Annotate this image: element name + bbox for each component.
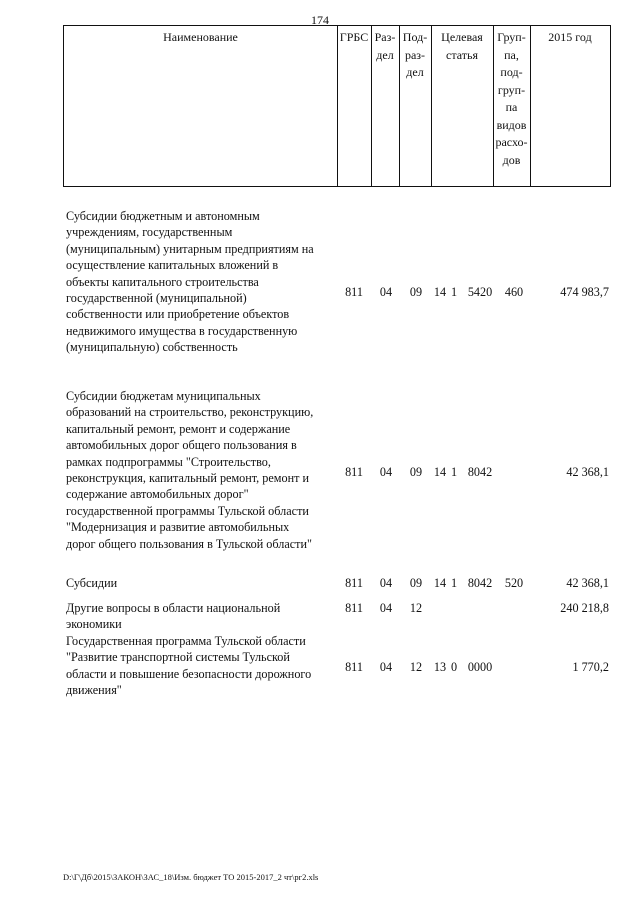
row-cs2: 1 [450, 576, 458, 590]
row-amount: 42 368,1 [566, 576, 609, 590]
row-name-line: образований на строительство, реконструкцию, [66, 405, 314, 420]
row-name [66, 575, 338, 591]
row-podrazdel: 09 [409, 284, 423, 299]
header-line: дов [502, 152, 521, 167]
row-vid: 520 [504, 576, 524, 590]
row-name-line: области и повышение безопасности дорожного [66, 666, 312, 681]
row-grbs: 811 [345, 601, 363, 615]
row-cs1: 14 [433, 284, 447, 299]
row-name-line: Субсидии бюджетам муниципальных [66, 389, 261, 403]
page-number: 174 [311, 13, 329, 27]
row-name-line: Субсидии бюджетным и автономным [66, 209, 260, 223]
header-podrazdel [399, 29, 431, 82]
row-razdel: 04 [379, 601, 393, 615]
row-amount: 42 368,1 [566, 464, 609, 479]
row-name-line: учреждениям, государственным [66, 225, 233, 240]
file-path-footer: D:\Г\Дб\2015\ЗАКОН\ЗАС_18\Изм. бюджет ТО 2015-2017_2 чт\рг2.xls [63, 872, 319, 882]
row-razdel: 04 [379, 576, 393, 590]
row-name [66, 388, 338, 552]
row-podrazdel: 12 [409, 660, 423, 675]
header-line: видов [496, 117, 527, 132]
header-line: груп- [497, 82, 526, 97]
row-name-line: "Модернизация и развитие автомобильных [66, 520, 290, 535]
header-line: Под- [402, 30, 428, 44]
header-line: Целевая [441, 30, 483, 44]
row-name-line: движения" [66, 683, 122, 698]
row-name-line: дорог общего пользования в Тульской области" [66, 536, 313, 551]
row-grbs: 811 [345, 576, 363, 590]
row-name-line: Государственная программа Тульской области [66, 634, 306, 648]
row-name-line: содержание автомобильных дорог" [66, 487, 249, 502]
header-line: статья [446, 47, 478, 62]
row-podrazdel: 12 [409, 601, 423, 615]
row-razdel: 04 [379, 660, 393, 675]
header-line: дел [376, 47, 394, 62]
row-cs2: 0 [450, 660, 458, 675]
row-name-line: реконструкция, капитальный ремонт, ремонт и [66, 471, 309, 486]
row-name-line: собственности или приобретение объектов [66, 307, 290, 322]
row-cs3: 8042 [467, 464, 493, 479]
row-name-line: "Развитие транспортной системы Тульской [66, 650, 290, 665]
row-name-line: рамках подпрограммы "Строительство, [66, 454, 271, 469]
row-cs3: 0000 [467, 660, 493, 675]
row-cs3: 5420 [467, 284, 493, 299]
column-divider [530, 26, 531, 186]
row-name [66, 633, 338, 699]
header-line: дел [406, 65, 424, 79]
header-name: Наименование [163, 30, 238, 44]
row-cs2: 1 [450, 464, 458, 479]
header-line: раз- [404, 47, 426, 62]
row-name-line: (муниципальным) унитарным предприятиям на [66, 241, 314, 256]
row-amount: 1 770,2 [572, 660, 609, 675]
row-name-line: недвижимого имущества в государственную [66, 323, 298, 338]
row-amount: 240 218,8 [560, 601, 609, 615]
row-grbs: 811 [345, 284, 363, 299]
header-line: па [505, 100, 518, 114]
row-grbs: 811 [345, 464, 363, 479]
header-line: Груп- [497, 30, 526, 44]
row-cs2: 1 [450, 284, 458, 299]
header-line: под- [500, 65, 523, 79]
row-cs1: 13 [433, 660, 447, 675]
header-year: 2015 год [548, 30, 592, 44]
row-razdel: 04 [379, 464, 393, 479]
row-podrazdel: 09 [409, 576, 423, 590]
header-razdel [371, 29, 399, 64]
row-podrazdel: 09 [409, 464, 423, 479]
row-name-line: объекты капитального строительства [66, 274, 259, 289]
column-divider [337, 26, 338, 186]
row-name-line: Другие вопросы в области национальной [66, 601, 281, 615]
row-cs3: 8042 [467, 576, 493, 590]
header-line: Раз- [374, 30, 396, 44]
header-line: па, [504, 47, 519, 62]
row-name-line: государственной (муниципальной) [66, 291, 247, 306]
table-header [63, 25, 611, 187]
row-cs1: 14 [433, 576, 447, 590]
row-name-line: (муниципальную) собственность [66, 340, 238, 355]
row-name-line: автомобильных дорог общего пользования в [66, 438, 297, 453]
header-group [493, 29, 530, 169]
row-name-line: осуществление капитальных вложений в [66, 258, 279, 273]
row-cs1: 14 [433, 464, 447, 479]
row-name-line: капитальный ремонт, ремонт и содержание [66, 421, 291, 436]
row-name-line: Субсидии [66, 576, 118, 590]
header-grbs: ГРБС [339, 30, 369, 44]
row-name-line: экономики [66, 617, 122, 632]
row-name [66, 208, 338, 356]
row-vid: 460 [504, 284, 524, 299]
row-grbs: 811 [345, 660, 363, 675]
row-name [66, 600, 338, 633]
row-amount: 474 983,7 [560, 284, 609, 299]
row-razdel: 04 [379, 284, 393, 299]
header-line: расхо- [495, 135, 528, 149]
row-name-line: государственной программы Тульской области [66, 503, 309, 518]
header-target [431, 29, 493, 64]
